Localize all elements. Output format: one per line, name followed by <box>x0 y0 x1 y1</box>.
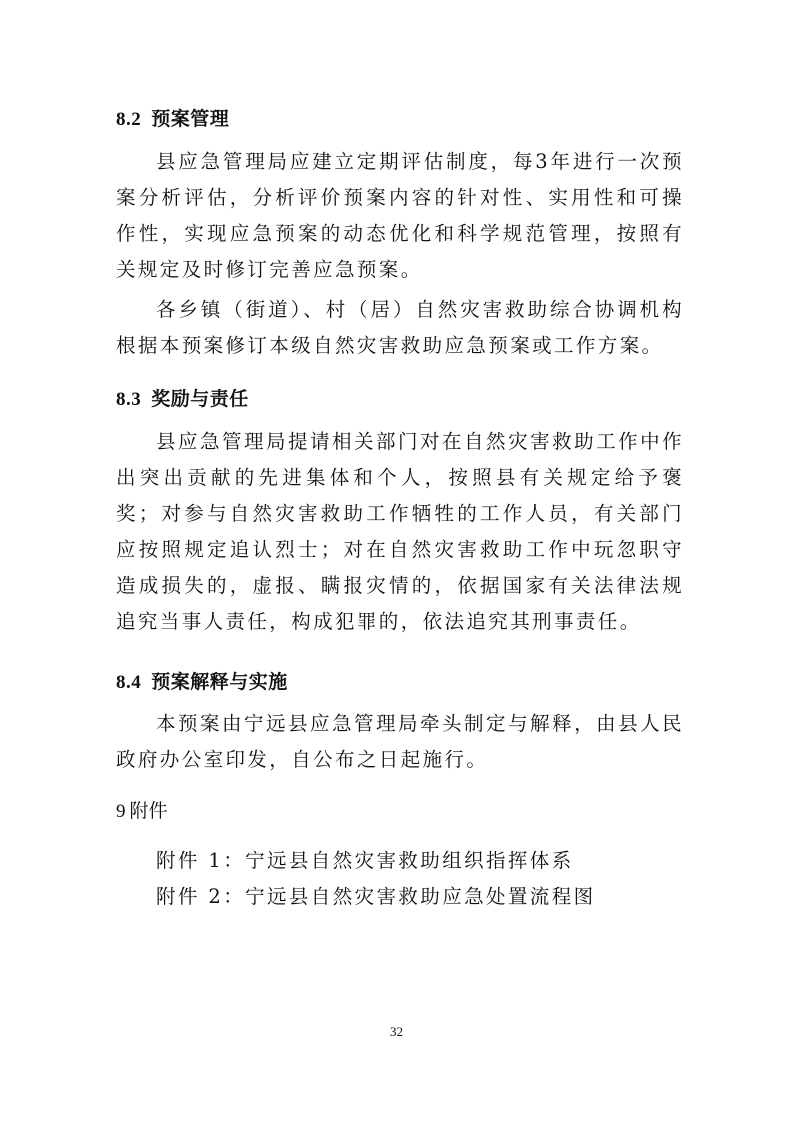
attachment-item-2: 附件 2：宁远县自然灾害救助应急处置流程图 <box>156 885 596 908</box>
attachments-number: 9 <box>116 801 126 822</box>
section-title: 奖励与责任 <box>151 388 249 410</box>
section-8-4-paragraph-1: 本预案由宁远县应急管理局牵头制定与解释，由县人民政府办公室印发，自公布之日起施行。 <box>116 712 684 771</box>
section-heading-8-4 <box>116 667 288 694</box>
section-number: 8.3 <box>116 389 142 410</box>
section-number: 8.4 <box>116 672 142 693</box>
attachments-title: 附件 <box>129 800 168 822</box>
section-heading-8-2 <box>116 104 229 131</box>
attachments-heading <box>116 796 168 823</box>
section-8-2-paragraph-2: 各乡镇（街道）、村（居）自然灾害救助综合协调机构根据本预案修订本级自然灾害救助应急预案或工作方案。 <box>116 298 684 357</box>
section-8-3-paragraph-1: 县应急管理局提请相关部门对在自然灾害救助工作中作出突出贡献的先进集体和个人，按照县有关规定给予褒奖；对参与自然灾害救助工作牺牲的工作人员，有关部门应按照规定追认烈士；对在自然灾害救助工作中玩忽职守造成损失的，虚报、瞒报灾情的，依据国家有关法律法规追究当事人责任，构成犯罪的，依法追究其刑事责任。 <box>116 430 684 633</box>
section-title: 预案解释与实施 <box>151 671 288 693</box>
section-number: 8.2 <box>116 109 142 130</box>
attachment-item-1: 附件 1：宁远县自然灾害救助组织指挥体系 <box>156 849 574 872</box>
section-title: 预案管理 <box>151 108 230 130</box>
section-heading-8-3 <box>116 384 249 411</box>
page-number: 32 <box>390 1024 403 1039</box>
section-8-2-paragraph-1: 县应急管理局应建立定期评估制度，每3年进行一次预案分析评估，分析评价预案内容的针对性、实用性和可操作性，实现应急预案的动态优化和科学规范管理，按照有关规定及时修订完善应急预案。 <box>116 150 684 281</box>
